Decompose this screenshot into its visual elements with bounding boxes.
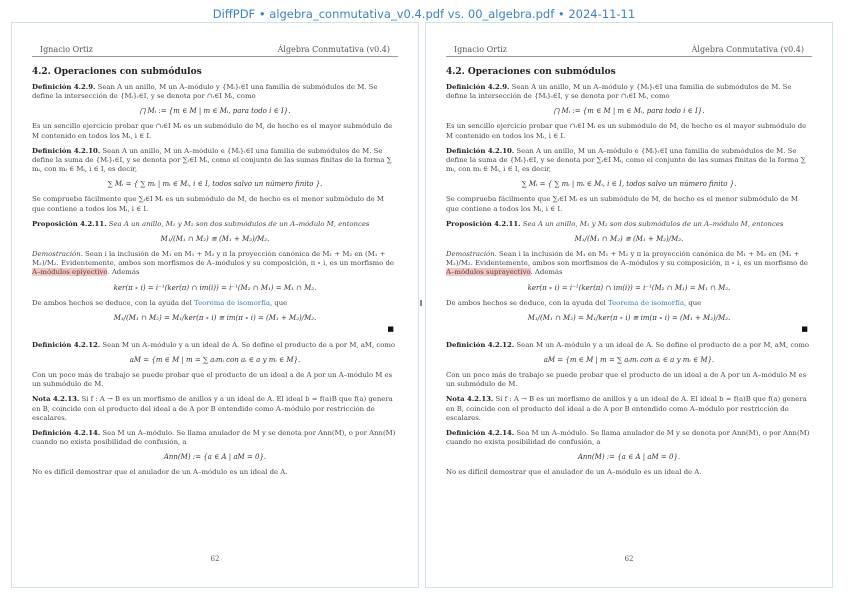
- header-book-title: Álgebra Conmutativa (v0.4): [691, 45, 804, 54]
- corollary-paragraph: De ambos hechos se deduce, con la ayuda del Teorema de isomorfía, que: [446, 298, 702, 307]
- proof-paragraph: Demostración. Sean i la inclusión de M₁ en M₁ + M₂ y π la proyección canónica de M₁ + M₂ en (M₁ + M₂)/M₂. Evidentemente, ambos son morfismos de A–módulos y su composición, π ∘ i, es un morfismo de A–módulos epiyectivo. Además: [32, 250, 395, 277]
- exercise-paragraph: Es un sencillo ejercicio probar que ∩ᵢ∈I Mᵢ es un submódulo de M, de hecho es el mayor submódulo de M contenido en todos los Mᵢ, i ∈ I.: [32, 122, 393, 140]
- equation-annihilator: Ann(M) := {a ∈ A | aM = 0}.: [577, 453, 681, 462]
- equation-proposition: M₁/(M₁ ∩ M₂) ≅ (M₁ + M₂)/M₂.: [160, 235, 270, 244]
- running-header: [32, 45, 398, 57]
- header-author: Ignacio Ortiz: [454, 45, 507, 54]
- splitter-handle[interactable]: [420, 300, 422, 306]
- equation-intersection: ⋂ Mᵢ := {m ∈ M | m ∈ Mᵢ, para todo i ∈ I}.: [553, 107, 705, 116]
- product-remark: Con un poco más de trabajo se puede probar que el producto de un ideal a de A por un A–módulo M es un submódulo de M.: [446, 371, 807, 389]
- definition-product: Definición 4.2.12. Sean M un A–módulo y a un ideal de A. Se define el producto de a por M, aM, como: [32, 340, 396, 349]
- theorem-link[interactable]: Teorema de isomorfía: [608, 298, 684, 307]
- running-header: [446, 45, 812, 57]
- right-pdf-page[interactable]: [425, 22, 833, 588]
- equation-kernel: ker(π ∘ i) = i⁻¹(ker(π) ∩ im(i)) = i⁻¹(M₂ ∩ M₁) = M₁ ∩ M₂.: [527, 283, 731, 292]
- definition-intersection: Definición 4.2.9. Sean A un anillo, M un A–módulo y {Mᵢ}ᵢ∈I una familia de submódulos de M. Se define la intersección de {Mᵢ}ᵢ∈I, y se denota por ∩ᵢ∈I Mᵢ, como: [32, 83, 378, 101]
- section-heading: 4.2. Operaciones con submódulos: [32, 67, 202, 77]
- diff-highlight: A–módulos epiyectivo: [32, 268, 108, 277]
- equation-intersection: ⋂ Mᵢ := {m ∈ M | m ∈ Mᵢ, para todo i ∈ I}.: [139, 107, 291, 116]
- window-title: DiffPDF • algebra_conmutativa_v0.4.pdf vs. 00_algebra.pdf • 2024-11-11: [212, 7, 636, 21]
- equation-product: aM = {m ∈ M | m = ∑ aᵢmᵢ con aᵢ ∈ a y mᵢ ∈ M}.: [543, 356, 715, 365]
- proposition: Proposición 4.2.11. Sea A un anillo, M₁ y M₂ son dos submódulos de un A–módulo M, entonces: [32, 219, 370, 228]
- note-paragraph: Nota 4.2.13. Si f : A → B es un morfismo de anillos y a un ideal de A. El ideal b = f(a)B que f(a) genera en B, coincide con el producto del ideal a de A por B entendido como A–módulo por restricción de escalares.: [32, 395, 393, 422]
- definition-sum: Definición 4.2.10. Sean A un anillo, M un A–módulo e {Mᵢ}ᵢ∈I una familia de submódulos de M. Se define la suma de {Mᵢ}ᵢ∈I, y se denota por ∑ᵢ∈I Mᵢ, como el conjunto de las sumas finitas de la forma ∑ mᵢ, con mᵢ ∈ Mᵢ, i ∈ I, es decir,: [32, 146, 392, 174]
- definition-product: Definición 4.2.12. Sean M un A–módulo y a un ideal de A. Se define el producto de a por M, aM, como: [446, 340, 810, 349]
- equation-isomorphism: M₁/(M₁ ∩ M₂) = M₁/ker(π ∘ i) ≅ im(π ∘ i) = (M₁ + M₂)/M₂.: [113, 313, 317, 322]
- page-number: 62: [624, 555, 634, 563]
- check-paragraph: Se comprueba fácilmente que ∑ᵢ∈I Mᵢ es un submódulo de M, de hecho es el menor submódulo de M que contiene a todos los Mᵢ, i ∈ I.: [446, 195, 798, 213]
- equation-sum: ∑ Mᵢ = { ∑ mᵢ | mᵢ ∈ Mᵢ, i ∈ I, todos salvo un número finito }.: [521, 180, 737, 189]
- proposition: Proposición 4.2.11. Sea A un anillo, M₁ y M₂ son dos submódulos de un A–módulo M, entonces: [446, 219, 784, 228]
- diff-highlight: A–módulos suprayectivo: [446, 268, 531, 277]
- equation-isomorphism: M₁/(M₁ ∩ M₂) = M₁/ker(π ∘ i) ≅ im(π ∘ i) = (M₁ + M₂)/M₂.: [527, 313, 731, 322]
- note-paragraph: Nota 4.2.13. Si f : A → B es un morfismo de anillos y a un ideal de A. El ideal b = f(a)B que f(a) genera en B, coincide con el producto del ideal a de A por B entendido como A–módulo por restricción de escalares.: [446, 395, 807, 422]
- page-number: 62: [210, 555, 220, 563]
- header-author: Ignacio Ortiz: [40, 45, 93, 54]
- definition-sum: Definición 4.2.10. Sean A un anillo, M un A–módulo e {Mᵢ}ᵢ∈I una familia de submódulos de M. Se define la suma de {Mᵢ}ᵢ∈I, y se denota por ∑ᵢ∈I Mᵢ, como el conjunto de las sumas finitas de la forma ∑ mᵢ, con mᵢ ∈ Mᵢ, i ∈ I, es decir,: [446, 146, 806, 174]
- final-paragraph: No es difícil demostrar que el anulador de un A–módulo es un ideal de A.: [32, 468, 288, 477]
- qed-mark: ■: [801, 324, 808, 333]
- theorem-link[interactable]: Teorema de isomorfía: [194, 298, 270, 307]
- final-paragraph: No es difícil demostrar que el anulador de un A–módulo es un ideal de A.: [446, 468, 702, 477]
- definition-annihilator: Definición 4.2.14. Sea M un A–módulo. Se llama anulador de M y se denota por Ann(M), o por Ann(M) cuando no exista posibilidad de confusión, a: [32, 429, 396, 447]
- equation-annihilator: Ann(M) := {a ∈ A | aM = 0}.: [163, 453, 267, 462]
- left-pdf-page[interactable]: [11, 22, 419, 588]
- proof-paragraph: Demostración. Sean i la inclusión de M₁ en M₁ + M₂ y π la proyección canónica de M₁ + M₂ en (M₁ + M₂)/M₂. Evidentemente, ambos son morfismos de A–módulos y su composición, π ∘ i, es un morfismo de A–módulos suprayectivo. Además: [446, 250, 809, 277]
- qed-mark: ■: [387, 324, 394, 333]
- section-heading: 4.2. Operaciones con submódulos: [446, 67, 616, 77]
- definition-annihilator: Definición 4.2.14. Sea M un A–módulo. Se llama anulador de M y se denota por Ann(M), o por Ann(M) cuando no exista posibilidad de confusión, a: [446, 429, 810, 447]
- product-remark: Con un poco más de trabajo se puede probar que el producto de un ideal a de A por un A–módulo M es un submódulo de M.: [32, 371, 393, 389]
- definition-intersection: Definición 4.2.9. Sean A un anillo, M un A–módulo y {Mᵢ}ᵢ∈I una familia de submódulos de M. Se define la intersección de {Mᵢ}ᵢ∈I, y se denota por ∩ᵢ∈I Mᵢ, como: [446, 83, 792, 101]
- equation-kernel: ker(π ∘ i) = i⁻¹(ker(π) ∩ im(i)) = i⁻¹(M₂ ∩ M₁) = M₁ ∩ M₂.: [113, 283, 317, 292]
- check-paragraph: Se comprueba fácilmente que ∑ᵢ∈I Mᵢ es un submódulo de M, de hecho es el menor submódulo de M que contiene a todos los Mᵢ, i ∈ I.: [32, 195, 384, 213]
- equation-sum: ∑ Mᵢ = { ∑ mᵢ | mᵢ ∈ Mᵢ, i ∈ I, todos salvo un número finito }.: [107, 180, 323, 189]
- corollary-paragraph: De ambos hechos se deduce, con la ayuda del Teorema de isomorfía, que: [32, 298, 288, 307]
- equation-proposition: M₁/(M₁ ∩ M₂) ≅ (M₁ + M₂)/M₂.: [574, 235, 684, 244]
- header-book-title: Álgebra Conmutativa (v0.4): [277, 45, 390, 54]
- exercise-paragraph: Es un sencillo ejercicio probar que ∩ᵢ∈I Mᵢ es un submódulo de M, de hecho es el mayor submódulo de M contenido en todos los Mᵢ, i ∈ I.: [446, 122, 807, 140]
- equation-product: aM = {m ∈ M | m = ∑ aᵢmᵢ con aᵢ ∈ a y mᵢ ∈ M}.: [129, 356, 301, 365]
